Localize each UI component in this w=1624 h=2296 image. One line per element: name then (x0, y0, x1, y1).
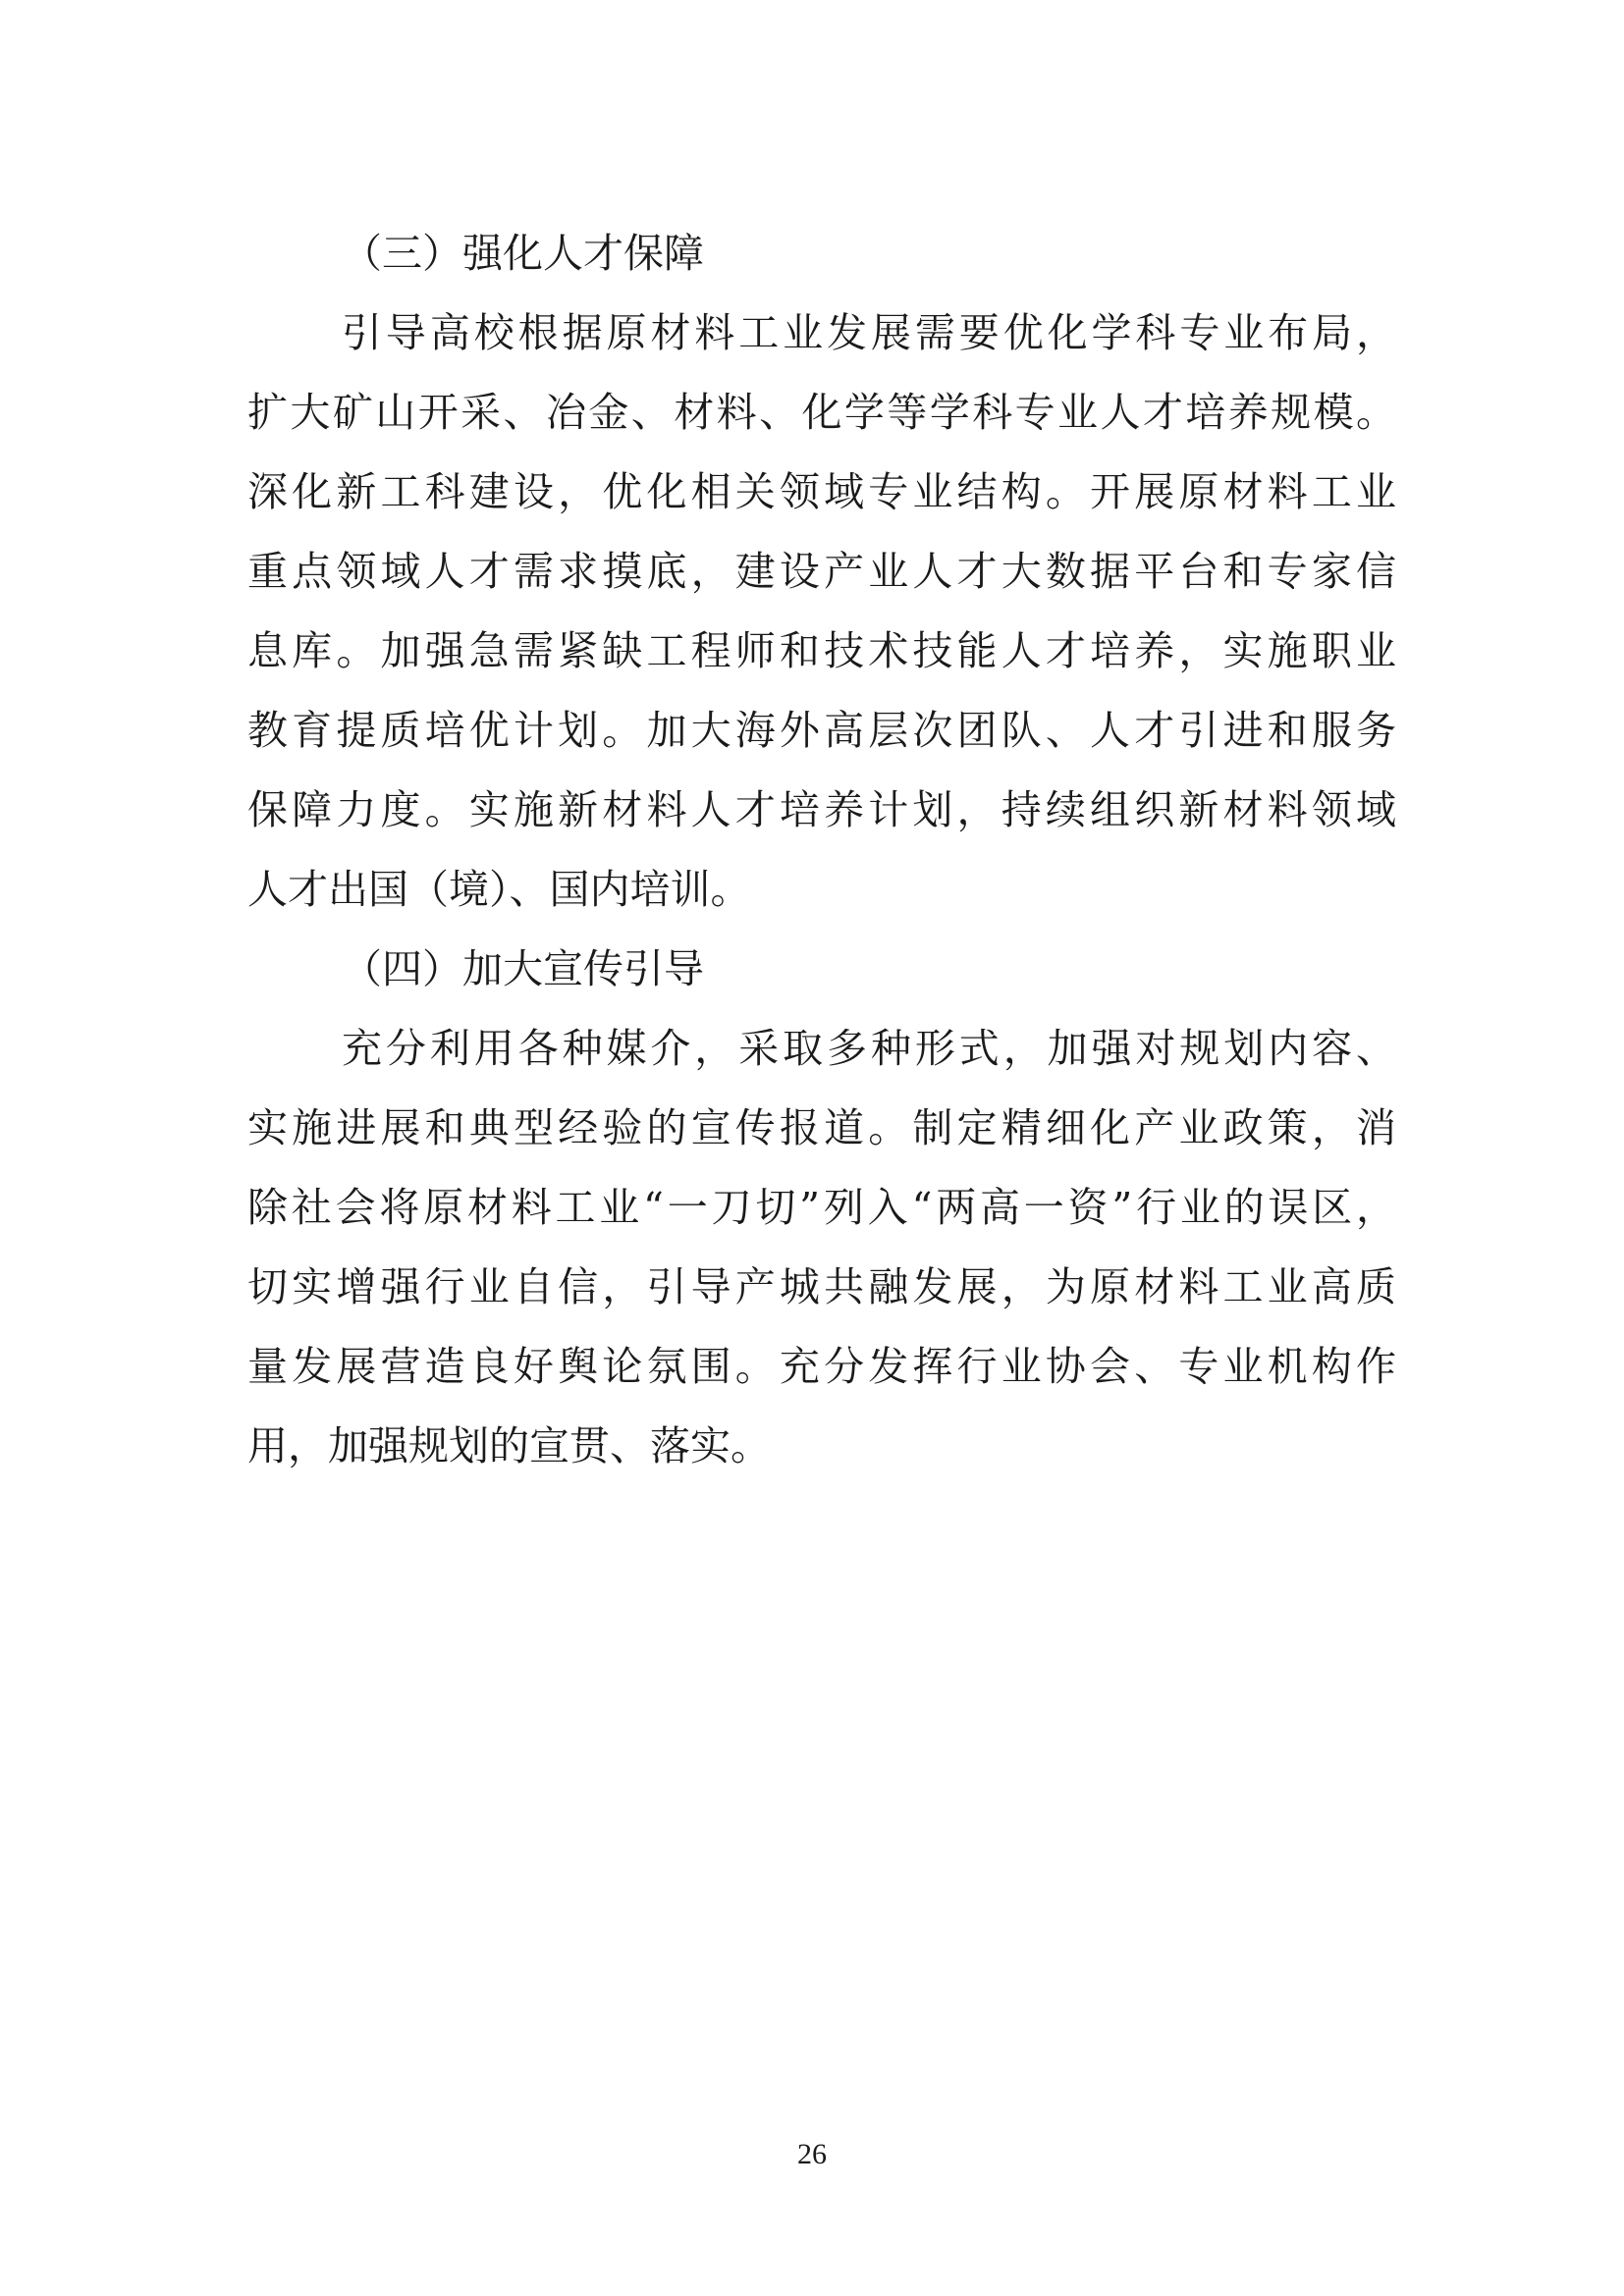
text-line: 引导高校根据原材料工业发展需要优化学科专业布局， (342, 309, 1396, 356)
text-line: 扩大矿山开采、冶金、材料、化学等学科专业人才培养规模。 (247, 389, 1396, 436)
text-line: 充分利用各种媒介，采取多种形式，加强对规划内容、 (342, 1025, 1396, 1072)
paragraph-publicity (247, 1009, 1396, 1486)
text-line: 保障力度。实施新材料人才培养计划，持续组织新材料领域 (247, 786, 1396, 833)
text-line: 深化新工科建设，优化相关领域专业结构。开展原材料工业 (247, 468, 1396, 515)
page-number: 26 (797, 2138, 827, 2170)
text-line: 用，加强规划的宣贯、落实。 (247, 1422, 771, 1469)
section-heading-talent: （三）强化人才保障 (342, 230, 704, 277)
text-line: 人才出国（境）、国内培训。 (247, 866, 751, 913)
section-heading-publicity: （四）加大宣传引导 (342, 945, 704, 992)
text-line: 切实增强行业自信，引导产城共融发展，为原材料工业高质 (247, 1263, 1396, 1310)
paragraph-talent (247, 294, 1396, 930)
text-line: 息库。加强急需紧缺工程师和技术技能人才培养，实施职业 (247, 627, 1396, 674)
text-line: 重点领域人才需求摸底，建设产业人才大数据平台和专家信 (247, 548, 1396, 595)
document-body (247, 214, 1396, 1486)
text-line: 除社会将原材料工业“一刀切”列入“两高一资”行业的误区， (247, 1184, 1396, 1231)
text-line: 实施进展和典型经验的宣传报道。制定精细化产业政策，消 (247, 1104, 1396, 1151)
text-line: 量发展营造良好舆论氛围。充分发挥行业协会、专业机构作 (247, 1343, 1396, 1390)
text-line: 教育提质培优计划。加大海外高层次团队、人才引进和服务 (247, 707, 1396, 754)
